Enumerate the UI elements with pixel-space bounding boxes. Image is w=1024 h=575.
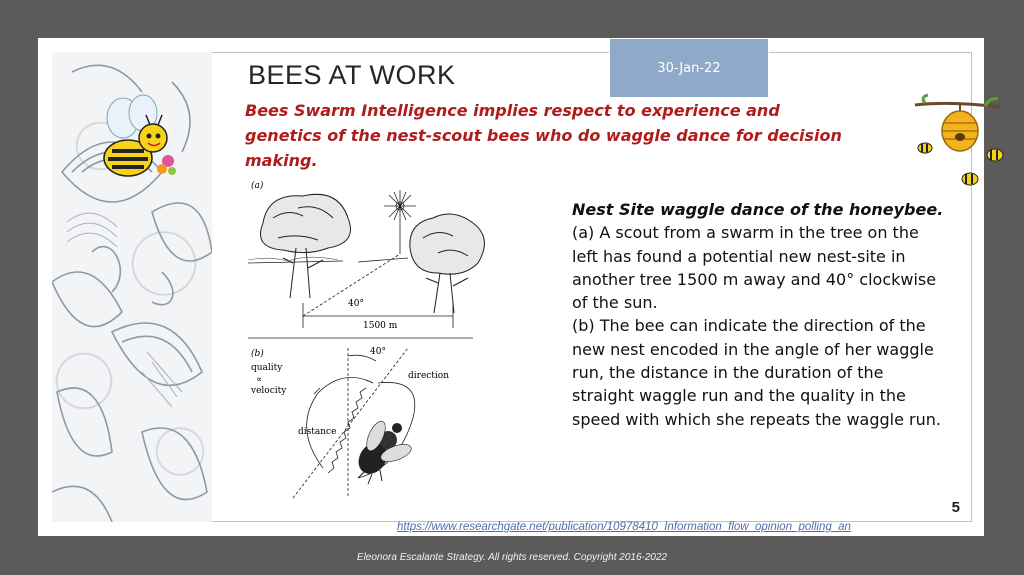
copyright-footer: Eleonora Escalante Strategy. All rights reserved. Copyright 2016-2022 (356, 552, 668, 563)
angle-a-label: 40° (348, 299, 364, 309)
panel-a-label: (a) (251, 181, 264, 191)
body-paragraph-b: (b) The bee can indicate the direction of the new nest encoded in the angle of her waggle run, the distance in the duration of the straight waggle run and the quality in the speed with which she repeats the waggle run. (572, 316, 941, 429)
angle-b-label: 40° (370, 347, 386, 357)
waggle-dance-figure (248, 178, 488, 508)
date-box (609, 38, 769, 98)
tree-icon (410, 214, 485, 313)
direction-label: direction (408, 371, 450, 381)
tree-icon (261, 194, 351, 298)
bee-illustration-icon (98, 93, 178, 187)
slide-canvas (38, 38, 984, 536)
source-link[interactable]: https://www.researchgate.net/publication/10978410_Information_flow_opinion_polling_an (397, 521, 851, 533)
body-text (572, 198, 947, 431)
distance-a-label: 1500 m (363, 321, 398, 331)
slide-date: 30-Jan-22 (657, 61, 721, 76)
slide-title: BEES AT WORK (248, 60, 456, 90)
beehive-illustration-icon (910, 93, 1010, 197)
proportional-label: ∝ (256, 375, 263, 385)
panel-b-label: (b) (251, 349, 264, 359)
bee-drawing-icon (353, 419, 414, 484)
velocity-label: velocity (251, 386, 287, 396)
page-number: 5 (951, 499, 960, 516)
body-heading: Nest Site waggle dance of the honeybee. (572, 200, 944, 219)
quality-label: quality (251, 363, 283, 373)
distance-b-label: distance (298, 427, 337, 437)
slide-subtitle: Bees Swarm Intelligence implies respect to experience and genetics of the nest-scout bees who do waggle dance for decision making. (245, 101, 842, 170)
body-paragraph-a: (a) A scout from a swarm in the tree on the left has found a potential new nest-site in another tree 1500 m away and 40° clockwise of the sun. (572, 223, 937, 313)
